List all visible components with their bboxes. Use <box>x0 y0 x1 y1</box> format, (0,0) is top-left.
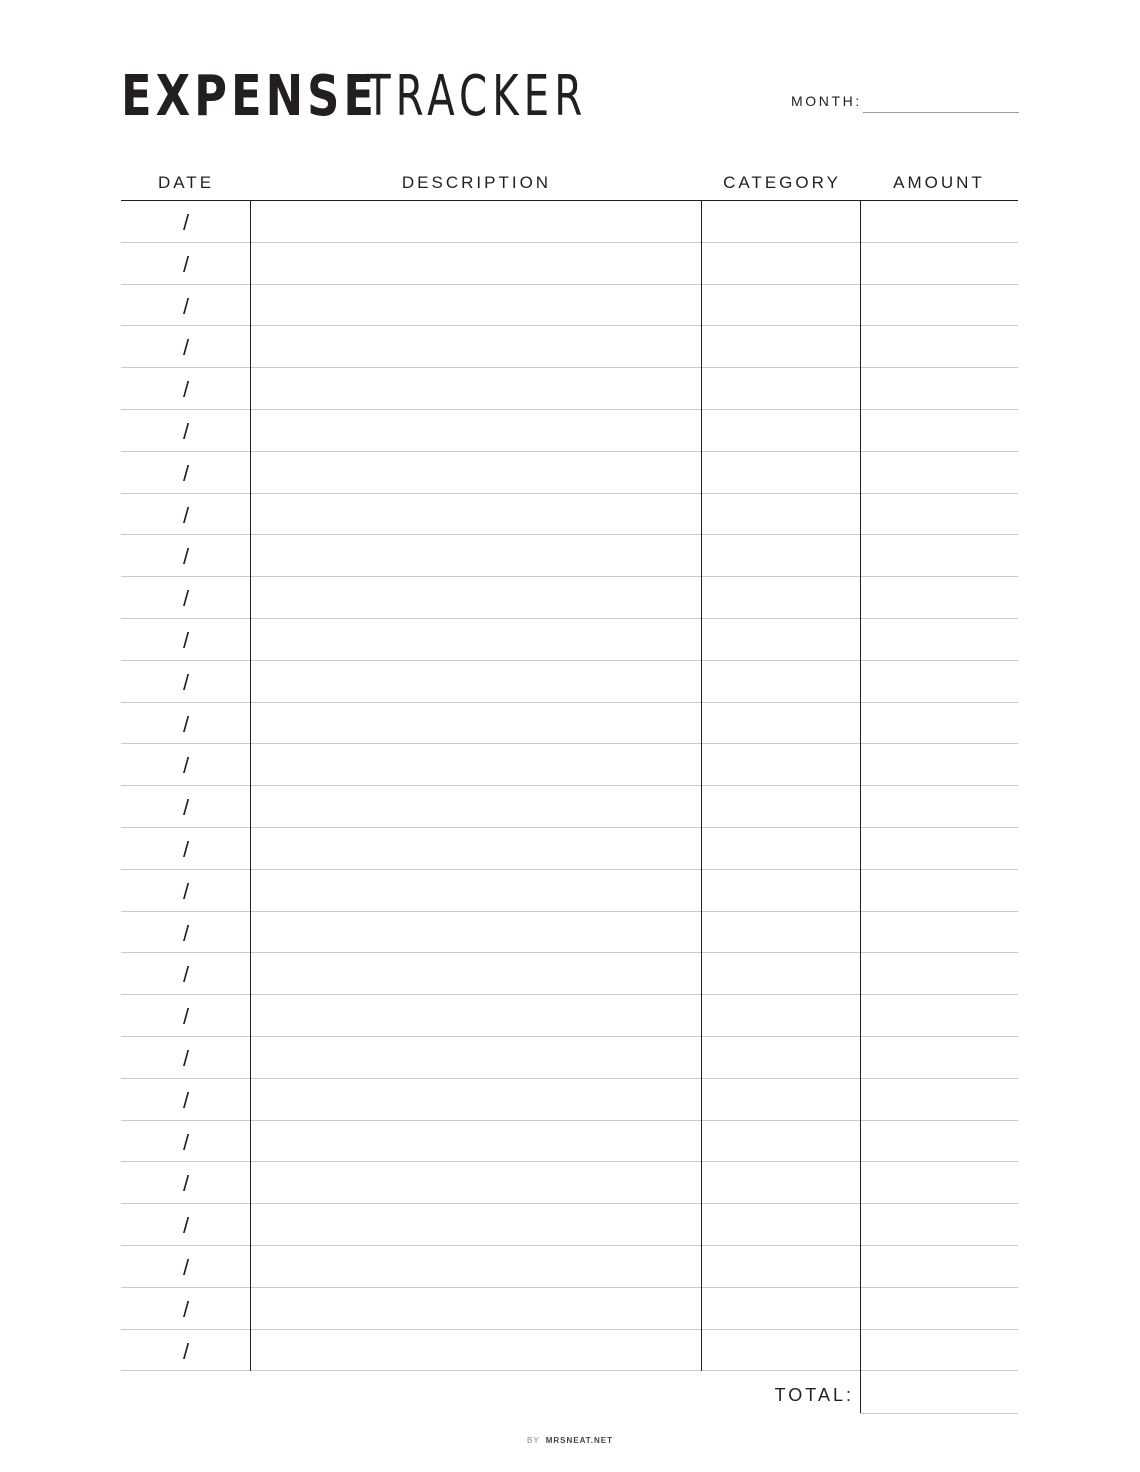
table-row[interactable] <box>121 703 1018 745</box>
date-separator: / <box>182 251 190 277</box>
date-separator: / <box>182 1004 190 1030</box>
date-separator: / <box>182 293 190 319</box>
table-row[interactable] <box>121 744 1018 786</box>
table-row[interactable] <box>121 828 1018 870</box>
table-header <box>121 166 1018 201</box>
footer-credit <box>0 1436 1140 1445</box>
table-row[interactable] <box>121 619 1018 661</box>
date-separator: / <box>182 502 190 528</box>
month-field[interactable] <box>791 90 1019 114</box>
date-separator: / <box>182 836 190 862</box>
date-separator: / <box>182 377 190 403</box>
title-light: TRACKER <box>366 64 588 129</box>
table-row[interactable] <box>121 285 1018 327</box>
table-row[interactable] <box>121 870 1018 912</box>
column-header-description: DESCRIPTION <box>401 173 552 192</box>
date-separator: / <box>182 878 190 904</box>
table-row[interactable] <box>121 1246 1018 1288</box>
column-header-date: DATE <box>157 173 215 192</box>
date-separator: / <box>182 544 190 570</box>
date-separator: / <box>182 1254 190 1280</box>
expense-rows <box>121 201 1018 1371</box>
table-row[interactable] <box>121 661 1018 703</box>
column-divider-date <box>250 201 251 1371</box>
date-separator: / <box>182 920 190 946</box>
table-row[interactable] <box>121 1288 1018 1330</box>
table-row[interactable] <box>121 1162 1018 1204</box>
table-row[interactable] <box>121 1079 1018 1121</box>
table-row[interactable] <box>121 494 1018 536</box>
table-row[interactable] <box>121 243 1018 285</box>
date-separator: / <box>182 1213 190 1239</box>
table-row[interactable] <box>121 577 1018 619</box>
table-row[interactable] <box>121 912 1018 954</box>
column-divider-description <box>701 201 702 1371</box>
month-label: MONTH: <box>791 93 862 109</box>
table-row[interactable] <box>121 786 1018 828</box>
table-row[interactable] <box>121 1330 1018 1372</box>
date-separator: / <box>182 1045 190 1071</box>
date-separator: / <box>182 460 190 486</box>
table-row[interactable] <box>121 535 1018 577</box>
column-header-category: CATEGORY <box>723 173 841 192</box>
table-row[interactable] <box>121 1037 1018 1079</box>
table-row[interactable] <box>121 995 1018 1037</box>
date-separator: / <box>182 210 190 235</box>
table-row[interactable] <box>121 326 1018 368</box>
column-header-amount: AMOUNT <box>893 173 985 192</box>
date-separator: / <box>182 1087 190 1113</box>
date-separator: / <box>182 669 190 695</box>
table-row[interactable] <box>121 953 1018 995</box>
footer-site: MRSNEAT.NET <box>545 1436 613 1445</box>
total-amount-line[interactable] <box>860 1413 1018 1414</box>
date-separator: / <box>182 962 190 988</box>
title-bold: EXPENSE <box>121 64 378 129</box>
date-separator: / <box>182 335 190 361</box>
date-separator: / <box>182 1338 190 1364</box>
column-divider-category <box>860 201 861 1414</box>
date-separator: / <box>182 753 190 779</box>
date-separator: / <box>182 1129 190 1155</box>
table-row[interactable] <box>121 201 1018 243</box>
date-separator: / <box>182 418 190 444</box>
table-row[interactable] <box>121 1204 1018 1246</box>
page-title <box>121 62 673 132</box>
date-separator: / <box>182 1171 190 1197</box>
footer-by: BY <box>527 1436 540 1445</box>
date-separator: / <box>182 627 190 653</box>
table-row[interactable] <box>121 368 1018 410</box>
date-separator: / <box>182 795 190 821</box>
table-row[interactable] <box>121 1121 1018 1163</box>
table-row[interactable] <box>121 410 1018 452</box>
date-separator: / <box>182 711 190 737</box>
month-input-line[interactable] <box>863 112 1019 113</box>
total-label: TOTAL: <box>774 1385 854 1405</box>
date-separator: / <box>182 1296 190 1322</box>
table-row[interactable] <box>121 452 1018 494</box>
date-separator: / <box>182 586 190 612</box>
